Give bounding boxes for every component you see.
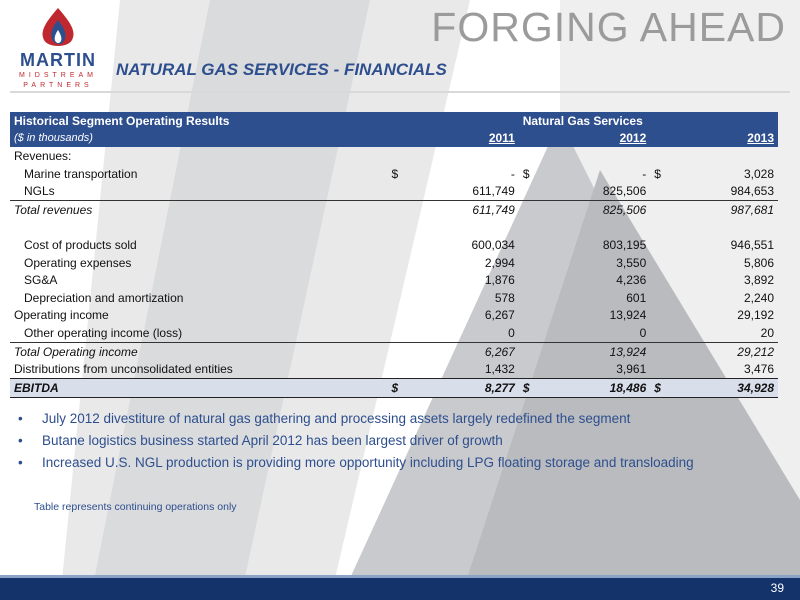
value-2011: 578 <box>494 290 515 305</box>
currency-symbol <box>650 324 675 342</box>
financial-table <box>10 112 778 398</box>
row-label: NGLs <box>24 184 55 199</box>
currency-symbol <box>519 307 544 325</box>
footer-bar <box>0 578 800 600</box>
row-label: Revenues: <box>14 148 72 163</box>
value-2012 <box>544 147 650 165</box>
currency-symbol <box>519 147 544 165</box>
currency-symbol <box>650 289 675 307</box>
row-label: Operating expenses <box>24 255 132 270</box>
value-2011: 1,876 <box>484 273 515 288</box>
value-2012: 0 <box>639 325 647 340</box>
flame-icon <box>38 6 78 50</box>
table-row <box>10 236 778 254</box>
currency-symbol <box>387 254 412 272</box>
row-label: Other operating income (loss) <box>24 325 183 340</box>
value-2012: 803,195 <box>602 237 647 252</box>
bullet-text: July 2012 divestiture of natural gas gathering and processing assets largely redefined the segment <box>42 411 631 426</box>
currency-symbol <box>650 182 675 200</box>
currency-symbol <box>650 360 675 378</box>
value-2013: 946,551 <box>730 237 774 252</box>
value-2013: 3,028 <box>743 166 774 181</box>
slide-subtitle: NATURAL GAS SERVICES - FINANCIALS <box>116 60 447 79</box>
currency-symbol <box>387 271 412 289</box>
row-label: Total Operating income <box>10 342 387 360</box>
table-row <box>10 289 778 307</box>
bullet-text: Increased U.S. NGL production is providing more opportunity including LPG floating storage and transloading <box>42 455 694 470</box>
segment-heading: Natural Gas Services <box>522 113 643 128</box>
currency-symbol <box>387 342 412 360</box>
value-2011: 1,432 <box>484 362 515 377</box>
value-2011 <box>413 147 519 165</box>
value-2013: 29,212 <box>676 342 778 360</box>
currency-symbol <box>519 342 544 360</box>
currency-symbol <box>387 307 412 325</box>
value-2013: 29,192 <box>737 308 774 323</box>
currency-symbol <box>650 147 675 165</box>
currency-symbol <box>519 254 544 272</box>
value-2013: 3,476 <box>743 362 774 377</box>
value-2011: 600,034 <box>471 237 515 252</box>
table-row <box>10 271 778 289</box>
currency-symbol <box>650 254 675 272</box>
table-row <box>10 254 778 272</box>
table-title: Historical Segment Operating Results <box>14 113 230 128</box>
currency-symbol: $ <box>650 378 675 397</box>
row-label: Cost of products sold <box>24 237 137 252</box>
value-2012: 13,924 <box>609 308 647 323</box>
table-row <box>10 147 778 165</box>
currency-symbol <box>650 307 675 325</box>
currency-symbol <box>519 289 544 307</box>
row-label: Depreciation and amortization <box>24 290 184 305</box>
units-label: ($ in thousands) <box>14 132 93 145</box>
currency-symbol <box>519 200 544 218</box>
slide-headline: FORGING AHEAD <box>431 4 786 50</box>
bullet-dot: • <box>18 411 23 426</box>
value-2012: 13,924 <box>544 342 650 360</box>
value-2013: 987,681 <box>676 200 778 218</box>
value-2012: - <box>642 166 647 181</box>
currency-symbol <box>387 289 412 307</box>
value-2012: 601 <box>626 290 647 305</box>
value-2013 <box>676 147 778 165</box>
table-row <box>10 360 778 378</box>
currency-symbol <box>519 271 544 289</box>
currency-symbol <box>519 236 544 254</box>
value-2012: 3,961 <box>616 362 647 377</box>
table-body <box>10 147 778 397</box>
value-2011: 6,267 <box>413 342 519 360</box>
value-2011: 611,749 <box>472 184 515 199</box>
row-label: SG&A <box>24 273 58 288</box>
year-2012: 2012 <box>619 131 647 146</box>
value-2011: 0 <box>508 325 515 340</box>
logo-tagline-1: MIDSTREAM <box>19 72 97 79</box>
currency-symbol: $ <box>519 378 544 397</box>
currency-symbol <box>519 360 544 378</box>
table-row <box>10 165 778 183</box>
value-2012: 825,506 <box>544 200 650 218</box>
currency-symbol <box>387 182 412 200</box>
table-row <box>10 307 778 325</box>
table-header-row <box>10 112 778 130</box>
bullet-text: Butane logistics business started April 2012 has been largest driver of growth <box>42 433 503 448</box>
bullet-dot: • <box>18 455 23 470</box>
logo-tagline-2: PARTNERS <box>23 82 93 89</box>
currency-symbol <box>387 360 412 378</box>
currency-symbol <box>519 182 544 200</box>
currency-symbol: $ <box>391 166 399 181</box>
value-2012: 18,486 <box>544 378 650 397</box>
currency-symbol <box>387 324 412 342</box>
table-row <box>10 200 778 218</box>
row-label: Distributions from unconsolidated entities <box>14 362 233 377</box>
table-row <box>10 342 778 360</box>
spacer-row <box>10 219 778 237</box>
year-2013: 2013 <box>747 131 774 146</box>
footnote: Table represents continuing operations only <box>34 501 237 513</box>
table-subheader-row <box>10 130 778 148</box>
value-2011: 6,267 <box>484 308 515 323</box>
value-2013: 34,928 <box>676 378 778 397</box>
currency-symbol: $ <box>387 378 412 397</box>
row-label: EBITDA <box>10 378 387 397</box>
value-2011: 2,994 <box>484 255 515 270</box>
company-logo <box>12 6 104 94</box>
table-row <box>10 182 778 200</box>
currency-symbol <box>650 200 675 218</box>
year-2011: 2011 <box>488 131 515 146</box>
value-2011: - <box>510 166 515 181</box>
currency-symbol <box>519 324 544 342</box>
value-2013: 5,806 <box>743 255 774 270</box>
bullet-item <box>18 430 694 452</box>
ebitda-row <box>10 378 778 397</box>
table-row <box>10 324 778 342</box>
currency-symbol <box>387 147 412 165</box>
value-2011: 8,277 <box>413 378 519 397</box>
value-2012: 3,550 <box>616 255 647 270</box>
value-2013: 2,240 <box>743 290 774 305</box>
bullet-item <box>18 452 694 474</box>
row-label: Marine transportation <box>24 166 138 181</box>
currency-symbol: $ <box>522 166 530 181</box>
currency-symbol <box>650 342 675 360</box>
currency-symbol <box>387 236 412 254</box>
value-2013: 20 <box>760 325 774 340</box>
value-2011: 611,749 <box>413 200 519 218</box>
header-divider <box>10 91 790 93</box>
currency-symbol <box>650 271 675 289</box>
value-2013: 984,653 <box>730 184 774 199</box>
value-2012: 4,236 <box>616 273 647 288</box>
currency-symbol: $ <box>654 166 661 181</box>
logo-wordmark: MARTIN <box>20 50 96 70</box>
currency-symbol <box>650 236 675 254</box>
currency-symbol <box>387 200 412 218</box>
bullet-item <box>18 408 694 430</box>
row-label: Operating income <box>14 308 109 323</box>
bullet-dot: • <box>18 433 23 448</box>
bullet-list <box>18 408 694 474</box>
value-2013: 3,892 <box>743 273 774 288</box>
value-2012: 825,506 <box>602 184 647 199</box>
row-label: Total revenues <box>10 200 387 218</box>
page-number: 39 <box>770 581 784 595</box>
